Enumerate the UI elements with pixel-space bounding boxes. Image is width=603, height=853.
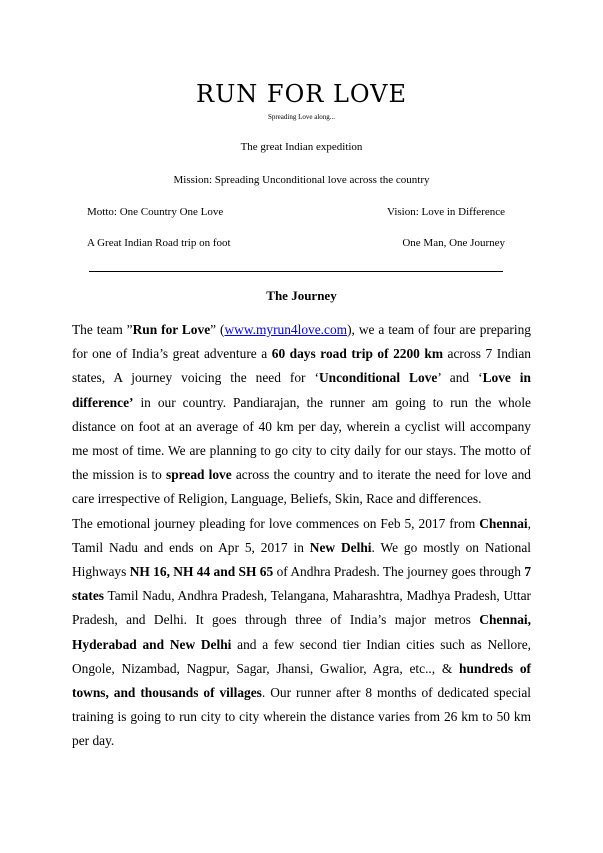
text-run: Tamil Nadu, Andhra Pradesh, Telangana, Maharashtra, Madhya Pradesh, Uttar Pradesh, and Delhi. It goes through three of India’s major metros xyxy=(72,588,531,628)
text-run: ), we a team of four are preparing for one of India’s great adventure a xyxy=(72,322,532,362)
mission-line: Mission: Spreading Unconditional love across the country xyxy=(173,174,430,186)
paragraph-route xyxy=(72,512,531,754)
motto-text: Motto: One Country One Love xyxy=(87,206,224,218)
text-run: The team ” xyxy=(72,322,133,337)
bold-run: 60 days road trip of 2200 km xyxy=(271,346,444,362)
text-run: ’ and ‘ xyxy=(437,370,483,386)
text-run: across 7 Indian states, A journey voicing the need for ‘ xyxy=(72,346,531,386)
text-run: and a few second tier Indian cities such as Nellore, Ongole, Nizambad, Nagpur, Sagar, Jhansi, Gwalior, Agra, etc.., & xyxy=(72,636,531,676)
document-title: RUN FOR LOVE xyxy=(196,80,407,108)
trip-text: A Great Indian Road trip on foot xyxy=(87,237,231,249)
text-run: . Our runner after 8 months of dedicated special training is going to run city to city wherein the distance varies from 26 km to 50 km per day. xyxy=(72,685,531,749)
bold-run: Chennai, Hyderabad and New Delhi xyxy=(72,612,531,652)
text-run: The emotional journey pleading for love commences on Feb 5, 2017 from xyxy=(72,515,480,531)
bold-run: Love in difference’ xyxy=(72,370,531,410)
bold-run: NH 16, NH 44 and SH 65 xyxy=(129,564,274,580)
horizontal-divider xyxy=(89,271,503,272)
text-run: in our country. Pandiarajan, the runner am going to run the whole distance on foot at an average of 40 km per day, wherein a cyclist will accompany me most of time. We are planning to go city to city daily for our stays. The motto of the mission is to xyxy=(72,394,531,483)
body-text xyxy=(72,318,531,754)
bold-run: 7 states xyxy=(72,564,532,604)
text-run: . We go mostly on National Highways xyxy=(72,539,531,580)
text-run: , Tamil Nadu and ends on Apr 5, 2017 in xyxy=(72,515,531,555)
text-run: ” ( xyxy=(210,322,225,337)
trip-row xyxy=(87,237,505,249)
section-heading: The Journey xyxy=(266,288,337,303)
vision-text: Vision: Love in Difference xyxy=(387,206,505,218)
one-man-text: One Man, One Journey xyxy=(402,237,505,249)
bold-run: spread love xyxy=(166,467,232,483)
expedition-line: The great Indian expedition xyxy=(240,141,363,153)
team-name: Run for Love xyxy=(132,322,211,337)
paragraph-intro xyxy=(72,318,531,512)
bold-run: Unconditional Love xyxy=(318,370,438,386)
bold-run: New Delhi xyxy=(309,539,372,555)
tagline: Spreading Love along... xyxy=(267,113,336,121)
website-link[interactable]: www.myrun4love.com xyxy=(224,322,348,337)
bold-run: Chennai xyxy=(479,515,528,531)
bold-run: hundreds of towns, and thousands of villages xyxy=(72,660,531,701)
motto-vision-row xyxy=(87,206,505,218)
text-run: across the country and to iterate the need for love and care irrespective of Religion, Language, Beliefs, Skin, Race and differences. xyxy=(72,467,531,507)
text-run: of Andhra Pradesh. The journey goes through xyxy=(273,564,525,580)
